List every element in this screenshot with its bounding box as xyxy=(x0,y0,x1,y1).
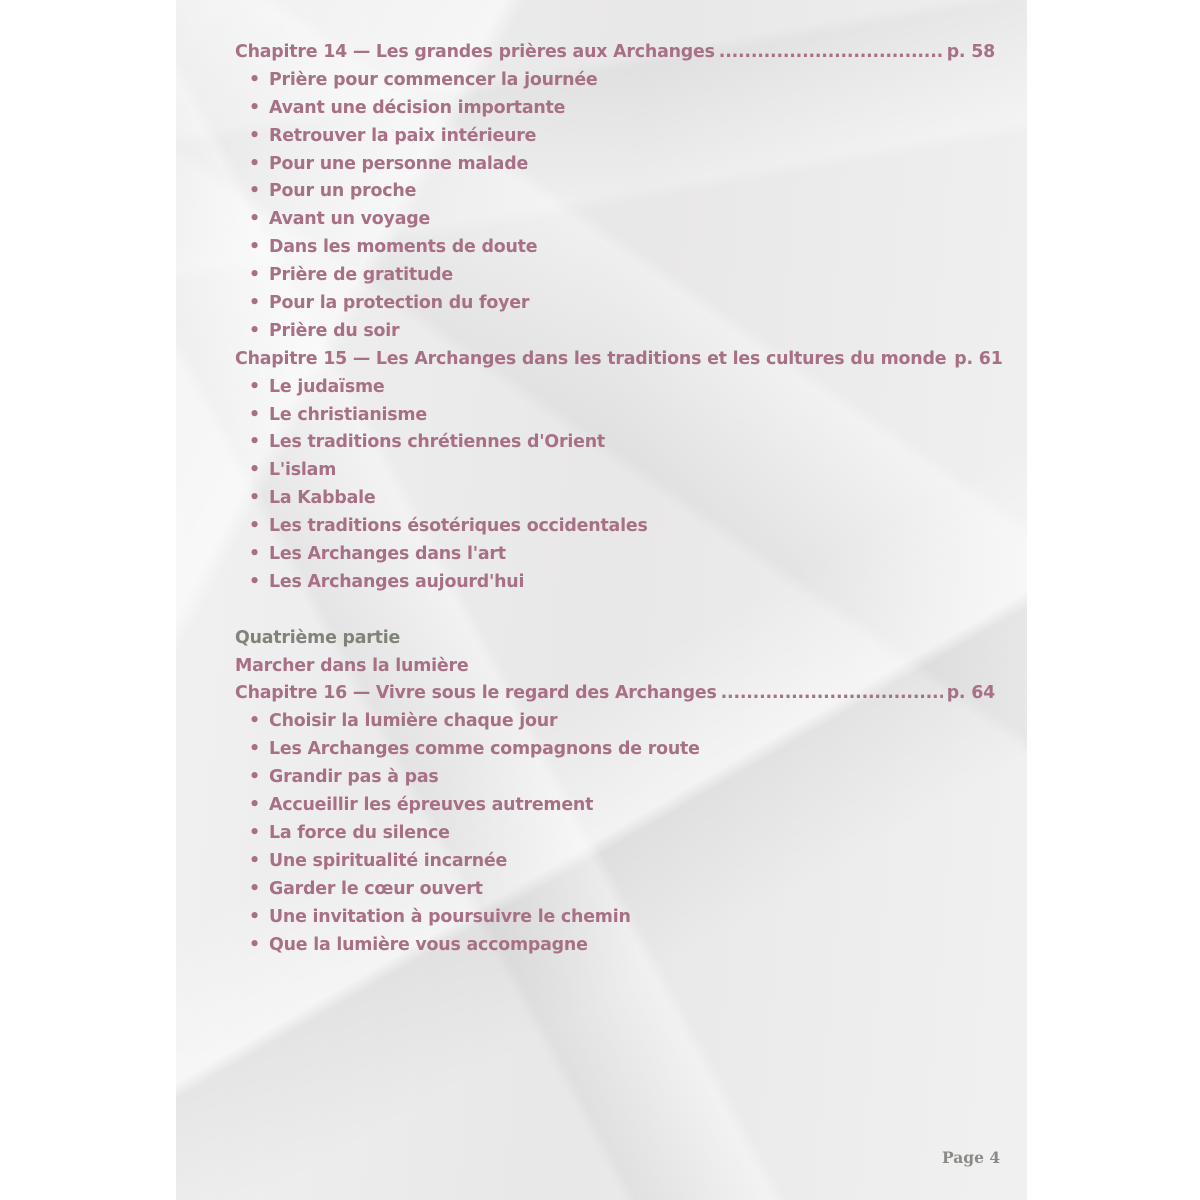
part-label: Quatrième partie xyxy=(235,627,401,648)
bullet-icon: • xyxy=(249,265,260,286)
list-item[interactable] xyxy=(235,736,995,764)
chapter-page-number: p. 64 xyxy=(946,683,995,704)
chapter-title: Chapitre 16 — Vivre sous le regard des Archanges xyxy=(235,683,717,704)
bullet-icon: • xyxy=(249,739,260,760)
section-title: Le christianisme xyxy=(269,404,427,425)
section-title: Pour la protection du foyer xyxy=(269,293,530,314)
bullet-icon: • xyxy=(249,767,260,788)
list-item[interactable] xyxy=(235,904,995,932)
bullet-icon: • xyxy=(249,432,260,453)
list-item[interactable] xyxy=(235,764,995,792)
bullet-icon: • xyxy=(249,153,260,174)
bullet-icon: • xyxy=(249,822,260,843)
section-title: Les traditions ésotériques occidentales xyxy=(269,516,648,537)
bullet-icon: • xyxy=(249,97,260,118)
section-title: Choisir la lumière chaque jour xyxy=(269,711,558,732)
list-item[interactable] xyxy=(235,932,995,960)
bullet-icon: • xyxy=(249,906,260,927)
bullet-icon: • xyxy=(249,488,260,509)
section-spacer xyxy=(235,597,995,625)
bullet-icon: • xyxy=(249,460,260,481)
list-item[interactable] xyxy=(235,123,995,151)
bullet-icon: • xyxy=(249,404,260,425)
list-item[interactable] xyxy=(235,485,995,513)
list-item[interactable] xyxy=(235,513,995,541)
section-title: La force du silence xyxy=(269,822,450,843)
bullet-icon: • xyxy=(249,237,260,258)
chapter-page-number: p. 58 xyxy=(946,42,995,62)
list-item[interactable] xyxy=(235,151,995,179)
list-item[interactable] xyxy=(235,708,995,736)
section-title: Les traditions chrétiennes d'Orient xyxy=(269,432,605,453)
list-item[interactable] xyxy=(235,67,995,95)
document-page xyxy=(176,0,1027,1200)
section-title: Le judaïsme xyxy=(269,376,385,397)
bullet-icon: • xyxy=(249,293,260,314)
list-item[interactable] xyxy=(235,541,995,569)
section-title: Avant un voyage xyxy=(269,209,431,230)
toc-entry-chapter-15[interactable] xyxy=(235,346,1003,374)
dot-leader xyxy=(719,39,943,67)
toc-entry-chapter-14[interactable] xyxy=(235,39,995,67)
section-title: Que la lumière vous accompagne xyxy=(269,934,588,955)
chapter-15-sections xyxy=(235,374,995,597)
bullet-icon: • xyxy=(249,516,260,537)
bullet-icon: • xyxy=(249,934,260,955)
section-title: Les Archanges comme compagnons de route xyxy=(269,739,700,760)
bullet-icon: • xyxy=(249,571,260,592)
section-title: Dans les moments de doute xyxy=(269,237,538,258)
chapter-title: Chapitre 15 — Les Archanges dans les traditions et les cultures du monde xyxy=(235,348,947,369)
dot-leader xyxy=(721,680,943,708)
list-item[interactable] xyxy=(235,457,995,485)
section-title: Avant une décision importante xyxy=(269,97,566,118)
section-title: Les Archanges dans l'art xyxy=(269,544,506,565)
bullet-icon: • xyxy=(249,376,260,397)
list-item[interactable] xyxy=(235,262,995,290)
section-title: Retrouver la paix intérieure xyxy=(269,125,537,146)
bullet-icon: • xyxy=(249,878,260,899)
bullet-icon: • xyxy=(249,125,260,146)
list-item[interactable] xyxy=(235,374,995,402)
bullet-icon: • xyxy=(249,69,260,90)
page-number: Page 4 xyxy=(942,1148,1001,1167)
section-title: Une spiritualité incarnée xyxy=(269,850,508,871)
bullet-icon: • xyxy=(249,181,260,202)
chapter-16-sections xyxy=(235,708,995,959)
section-title: Prière de gratitude xyxy=(269,265,453,286)
list-item[interactable] xyxy=(235,95,995,123)
table-of-contents xyxy=(235,39,1003,959)
chapter-title: Chapitre 14 — Les grandes prières aux Archanges xyxy=(235,42,715,62)
part-title: Marcher dans la lumière xyxy=(235,655,469,676)
bullet-icon: • xyxy=(249,711,260,732)
list-item[interactable] xyxy=(235,876,995,904)
list-item[interactable] xyxy=(235,234,995,262)
list-item[interactable] xyxy=(235,402,995,430)
list-item[interactable] xyxy=(235,792,995,820)
section-title: Pour un proche xyxy=(269,181,417,202)
list-item[interactable] xyxy=(235,178,995,206)
chapter-14-sections xyxy=(235,67,995,346)
section-title: Prière pour commencer la journée xyxy=(269,69,598,90)
list-item[interactable] xyxy=(235,569,995,597)
section-title: L'islam xyxy=(269,460,337,481)
section-title: Accueillir les épreuves autrement xyxy=(269,795,594,816)
section-title: Garder le cœur ouvert xyxy=(269,878,483,899)
bullet-icon: • xyxy=(249,320,260,341)
section-title: Les Archanges aujourd'hui xyxy=(269,571,525,592)
list-item[interactable] xyxy=(235,206,995,234)
list-item[interactable] xyxy=(235,429,995,457)
section-title: Pour une personne malade xyxy=(269,153,529,174)
list-item[interactable] xyxy=(235,290,995,318)
list-item[interactable] xyxy=(235,318,995,346)
bullet-icon: • xyxy=(249,795,260,816)
toc-entry-chapter-16[interactable] xyxy=(235,680,995,708)
section-title: Prière du soir xyxy=(269,320,400,341)
section-title: La Kabbale xyxy=(269,488,376,509)
chapter-page-number: p. 61 xyxy=(954,348,1003,369)
list-item[interactable] xyxy=(235,848,995,876)
bullet-icon: • xyxy=(249,209,260,230)
bullet-icon: • xyxy=(249,544,260,565)
list-item[interactable] xyxy=(235,820,995,848)
section-title: Grandir pas à pas xyxy=(269,767,439,788)
section-title: Une invitation à poursuivre le chemin xyxy=(269,906,631,927)
bullet-icon: • xyxy=(249,850,260,871)
